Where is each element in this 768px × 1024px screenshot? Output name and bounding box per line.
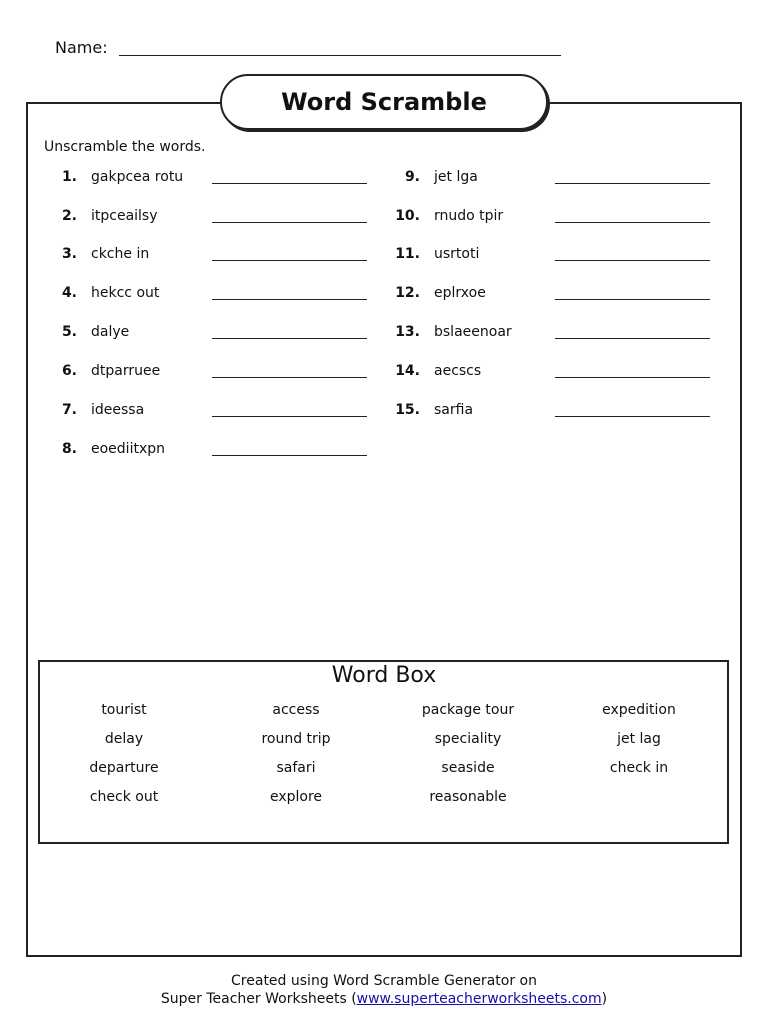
footer-prefix: Super Teacher Worksheets (	[160, 991, 357, 1007]
footer-link[interactable]: www.superteacherworksheets.com	[356, 991, 602, 1007]
scrambled-word: jet lga	[434, 169, 478, 185]
scramble-number: 13.	[395, 324, 420, 340]
scramble-number: 8.	[61, 441, 77, 457]
scrambled-word: sarfia	[434, 402, 474, 418]
answer-line[interactable]	[555, 222, 710, 223]
word-box-word: access	[272, 702, 320, 718]
page-title: Word Scramble	[281, 88, 487, 116]
answer-line[interactable]	[212, 260, 367, 261]
scrambled-word: usrtoti	[434, 246, 480, 262]
answer-line[interactable]	[212, 338, 367, 339]
scrambled-word: eoediitxpn	[91, 441, 165, 457]
word-box-word: tourist	[101, 702, 147, 718]
word-box-word: reasonable	[429, 789, 507, 805]
answer-line[interactable]	[555, 416, 710, 417]
name-line	[119, 55, 561, 56]
answer-line[interactable]	[555, 377, 710, 378]
word-box-word: explore	[269, 789, 323, 805]
scrambled-word: ckche in	[91, 246, 150, 262]
scramble-number: 12.	[395, 285, 420, 301]
scramble-number: 4.	[61, 285, 77, 301]
instructions: Unscramble the words.	[44, 139, 206, 155]
scramble-number: 9.	[404, 169, 420, 185]
scrambled-word: dtparruee	[91, 363, 161, 379]
scrambled-word: ideessa	[91, 402, 145, 418]
answer-line[interactable]	[212, 183, 367, 184]
scrambled-word: hekcc out	[91, 285, 160, 301]
word-box-word: check in	[609, 760, 669, 776]
answer-line[interactable]	[212, 222, 367, 223]
scramble-number: 11.	[395, 246, 420, 262]
title-banner	[220, 74, 548, 130]
word-box-word: expedition	[602, 702, 676, 718]
answer-line[interactable]	[555, 338, 710, 339]
footer-line-2	[0, 991, 768, 1007]
answer-line[interactable]	[212, 416, 367, 417]
scramble-number: 3.	[61, 246, 77, 262]
word-box-word: jet lag	[617, 731, 661, 747]
scrambled-word: bslaeenoar	[434, 324, 512, 340]
answer-line[interactable]	[555, 183, 710, 184]
scrambled-word: aecscs	[434, 363, 482, 379]
scramble-number: 10.	[395, 208, 420, 224]
footer-suffix: )	[601, 991, 608, 1007]
answer-line[interactable]	[212, 299, 367, 300]
word-box-word: package tour	[421, 702, 515, 718]
word-box-word: speciality	[434, 731, 502, 747]
word-box-word: departure	[89, 760, 159, 776]
scramble-number: 7.	[61, 402, 77, 418]
scramble-number: 15.	[395, 402, 420, 418]
answer-line[interactable]	[555, 299, 710, 300]
scrambled-word: gakpcea rotu	[91, 169, 184, 185]
answer-line[interactable]	[212, 377, 367, 378]
scramble-number: 6.	[61, 363, 77, 379]
word-box-word: seaside	[441, 760, 495, 776]
word-box-word: round trip	[261, 731, 331, 747]
scramble-number: 1.	[61, 169, 77, 185]
scrambled-word: itpceailsy	[91, 208, 158, 224]
answer-line[interactable]	[555, 260, 710, 261]
word-box-title: Word Box	[331, 663, 437, 688]
word-box-word: safari	[276, 760, 316, 776]
name-label: Name:	[55, 38, 108, 57]
word-box-word: delay	[104, 731, 144, 747]
scrambled-word: eplrxoe	[434, 285, 486, 301]
scrambled-word: rnudo tpir	[434, 208, 504, 224]
answer-line[interactable]	[212, 455, 367, 456]
scramble-number: 2.	[61, 208, 77, 224]
scrambled-word: dalye	[91, 324, 130, 340]
scramble-number: 14.	[395, 363, 420, 379]
footer-line-1: Created using Word Scramble Generator on	[231, 973, 537, 989]
scramble-number: 5.	[61, 324, 77, 340]
word-box-word: check out	[89, 789, 159, 805]
